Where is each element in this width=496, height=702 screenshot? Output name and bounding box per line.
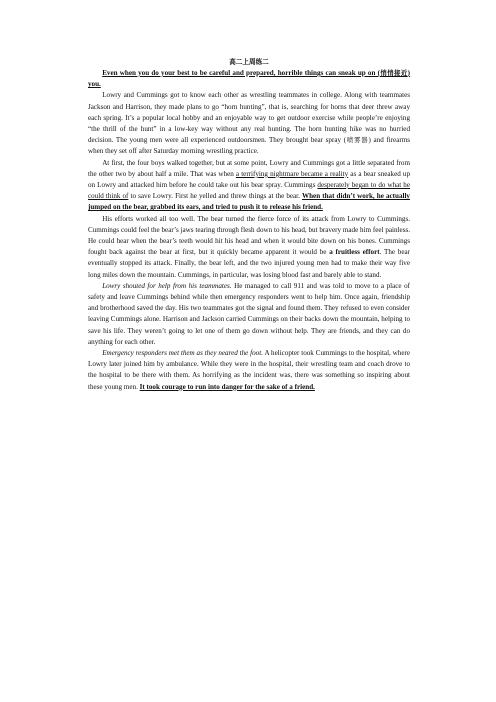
p1-text-b: ) and firearms when they set off after Saturday morning wrestling practice. — [88, 136, 410, 156]
p3-text-b: . The bear eventually stopped its attack. Finally, the bear left, and the two injured young men had to make their way five long miles down the mountain. Cummings, in particular, was losing blood fast and barely able to stand. — [88, 248, 410, 279]
theme-sentence — [88, 68, 410, 90]
p2-text-a: At first, the four boys walked together, but at some point, Lowry and Cummings got a little separated from the other two by about half a mile. That was when — [88, 158, 410, 178]
theme-chinese-gloss: 悄悄接近 — [379, 69, 408, 77]
p2-underline-nightmare: a terrifying nightmare became a reality — [235, 169, 349, 178]
p5-text-a: A helicopter took Cummings to the hospital, where Lowry later joined him by ambulance. While they were in the hospital, their wrestling team and coach drove to the hospital to be there with them. As horrifying as the incident was, there was something so inspiring about these young men. — [88, 349, 411, 391]
p3-text-a: His efforts worked all too well. The bear turned the fierce force of its attack from Lowry to Cummings. Cummings could feel the bear’s jaws tearing through flesh down to his head, but bravery made him feel painless. He could hear when the bear’s teeth would hit his head and when it would bite down on his bones. Cummings fought back against the bear at first, but it quickly became apparent it would be — [88, 214, 410, 257]
paragraph-5 — [88, 348, 410, 393]
p3-bold-fruitless: a fruitless effort — [329, 248, 380, 257]
p1-text-a: Lowry and Cummings got to know each other as wrestling teammates in college. Along with teammates Jackson and Harrison, they made plans to go “horn hunting”, that is, searching for horns that deer threw away each spring. It’s a popular local hobby and an enjoyable way to get outdoor exercise while people’re enjoying “the thrill of the hunt” in a low-key way without any real hunting. The horn hunting hike was no hurried decision. The young men were all experienced outdoorsmen. They brought bear spray ( — [88, 91, 410, 145]
p4-italic-lead: Lowry shouted for help from his teammates. — [102, 281, 232, 290]
paragraph-1 — [88, 90, 410, 157]
theme-text-a: Even when you do your best to be careful and prepared, horrible things can sneak up on ( — [102, 69, 380, 77]
p2-bold-underline: When that didn’t work, he actually jumped on the bear, grabbed its ears, and tried to push it to release his friend. — [88, 192, 410, 212]
paragraph-4 — [88, 281, 410, 348]
p2-text-c: to save Lowry. First he yelled and threw things at the bear. — [128, 192, 303, 201]
p1-chinese-gloss: 喷雾器 — [346, 136, 369, 145]
p5-italic-lead: Emergency responders met them as they neared the foot. — [102, 349, 263, 358]
p2-text-b: as a bear sneaked up on Lowry and attacked him before he could take out his bear spray. Cummings — [88, 169, 410, 190]
page-title: 高二上周练二 — [229, 58, 269, 66]
p5-bold-underline: It took courage to run into danger for the sake of a friend. — [139, 382, 315, 391]
paragraph-3 — [88, 214, 410, 281]
p2-underline-desperately: desperately began to do what he could think of — [88, 181, 411, 201]
paragraph-2 — [88, 158, 410, 214]
theme-text-b: ) you. — [88, 69, 411, 89]
p4-text-a: He managed to call 911 and was told to move to a place of safety and leave Cummings behind while then emergency responders went to help him. Once again, friendship and brotherhood saved the day. His two teammates got the signal and found them. They refused to even consider leaving Cummings alone. Harrison and Jackson carried Cummings on their backs down the mountain, helping to save his life. They weren’t going to let one of them go down without help. They are friends, and they can do anything for each other. — [88, 281, 410, 346]
